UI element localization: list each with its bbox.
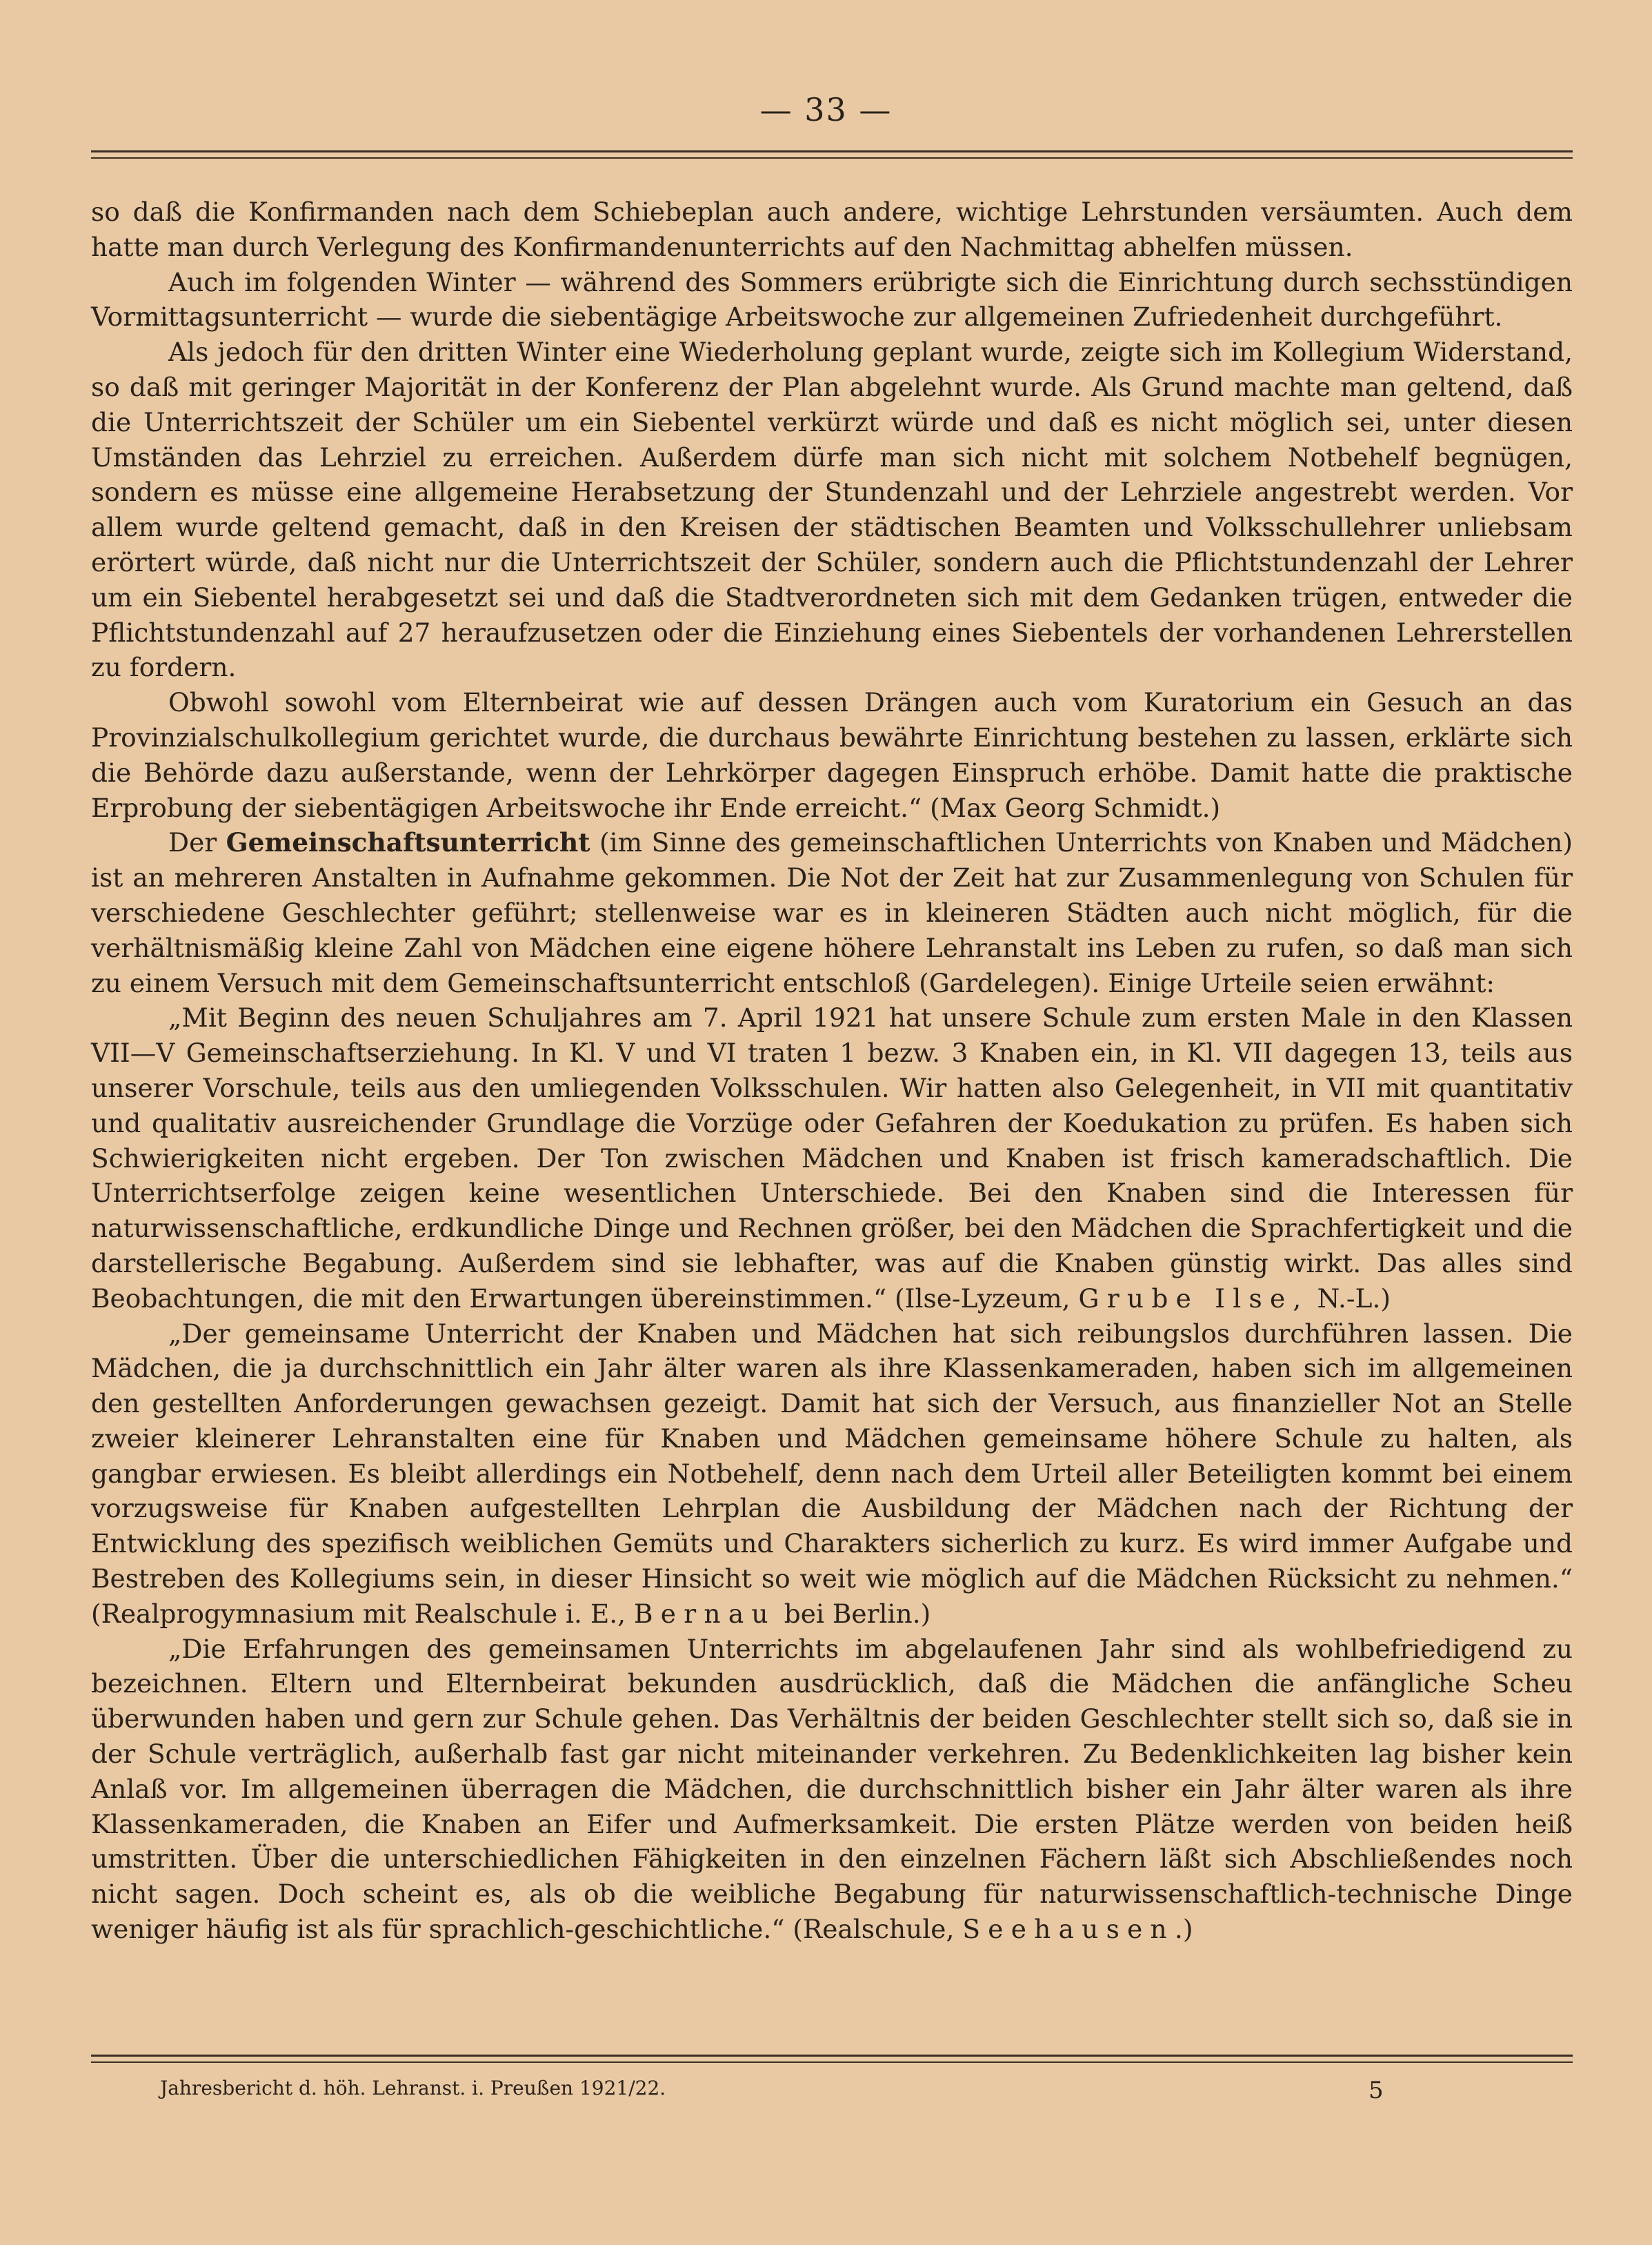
source-tail: N.-L.)	[1317, 1283, 1391, 1314]
quote-text: „Die Erfahrungen des gemeinsamen Unterrichts im abgelaufenen Jahr sind als wohlbefriedigend zu bezeichnen. Eltern und Elternbeirat bekunden ausdrücklich, daß die Mädchen die anfängliche Scheu überwunden haben und gern zur Schule gehen. Das Verhältnis der beiden Geschlechter stellt sich so, daß sie in der Schule verträglich, außerhalb fast gar nicht miteinander verkehren. Zu Bedenklichkeiten lag bisher kein Anlaß vor. Im allgemeinen überragen die Mädchen, die durchschnittlich bisher ein Jahr älter waren als ihre Klassenkameraden, die Knaben an Eifer und Aufmerksamkeit. Die ersten Plätze werden von beiden heiß umstritten. Über die unterschiedlichen Fähigkeiten in den einzelnen Fächern läßt sich Abschließendes noch nicht sagen. Doch scheint es, als ob die weibliche Begabung für naturwissenschaftlich-technische Dinge weniger häufig ist als für sprachlich-geschichtliche.“ (Realschule,	[91, 1633, 1573, 1945]
quote-paragraph	[91, 1000, 1573, 1316]
page-number: — 33 —	[759, 91, 893, 128]
paragraph: Obwohl sowohl vom Elternbeirat wie auf dessen Drängen auch vom Kuratorium ein Gesuch an das Provinzialschulkollegium gerichtet wurde, die durchaus bewährte Einrichtung bestehen zu lassen, erklärte sich die Behörde dazu außerstande, wenn der Lehrkörper dagegen Einspruch erhöbe. Damit hatte die praktische Erprobung der siebentägigen Arbeitswoche ihr Ende erreicht.“ (Max Georg Schmidt.)	[91, 687, 1573, 823]
source-name: Bernau	[634, 1598, 776, 1629]
header-rule-thin	[91, 157, 1573, 159]
quote-text: „Mit Beginn des neuen Schuljahres am 7. April 1921 hat unsere Schule zum ersten Male in den Klassen VII—V Gemeinschaftserziehung. In Kl. V und VI traten 1 bezw. 3 Knaben ein, in Kl. VII dagegen 13, teils aus unserer Vorschule, teils aus den umliegenden Volksschulen. Wir hatten also Gelegenheit, in VII mit quantitativ und qualitativ ausreichender Grundlage die Vorzüge oder Gefahren der Koedukation zu prüfen. Es haben sich Schwierigkeiten nicht ergeben. Der Ton zwischen Mädchen und Knaben ist frisch kameradschaftlich. Die Unterrichtserfolge zeigen keine wesentlichen Unterschiede. Bei den Knaben sind die Interessen für naturwissenschaftliche, erdkundliche Dinge und Rechnen größer, bei den Mädchen die Sprachfertigkeit und die darstellerische Begabung. Außerdem sind sie lebhafter, was auf die Knaben günstig wirkt. Das alles sind Beobachtungen, die mit den Erwartungen übereinstimmen.“ (Ilse-Lyzeum,	[91, 1002, 1573, 1314]
paragraph-rest: (im Sinne des gemeinschaftlichen Unterrichts von Knaben und Mädchen) ist an mehreren Anstalten in Aufnahme gekommen. Die Not der Zeit hat zur Zusammenlegung von Schulen für verschiedene Geschlechter geführt; stellenweise war es in kleineren Städten auch nicht möglich, für die verhältnismäßig kleine Zahl von Mädchen eine eigene höhere Lehranstalt ins Leben zu rufen, so daß man sich zu einem Versuch mit dem Gemeinschaftsunterricht entschloß (Gardelegen). Einige Urteile seien erwähnt:	[91, 827, 1573, 998]
body-text	[91, 195, 1573, 1947]
footer-signature-number: 5	[1369, 2077, 1384, 2104]
paragraph	[91, 825, 1573, 1000]
quote-paragraph	[91, 1316, 1573, 1632]
footer-rule	[91, 2055, 1573, 2057]
bold-term: Gemeinschaftsunterricht	[226, 827, 590, 858]
footer-rule-thin	[91, 2061, 1573, 2063]
footer-citation: Jahresbericht d. höh. Lehranst. i. Preußen 1921/22.	[160, 2077, 666, 2099]
paragraph: Als jedoch für den dritten Winter eine Wiederholung geplant wurde, zeigte sich im Kollegium Widerstand, so daß mit geringer Majorität in der Konferenz der Plan abgelehnt wurde. Als Grund machte man geltend, daß die Unterrichtszeit der Schüler um ein Siebentel verkürzt würde und daß es nicht möglich sei, unter diesen Umständen das Lehrziel zu erreichen. Außerdem dürfe man sich nicht mit solchem Notbehelf begnügen, sondern es müsse eine allgemeine Herabsetzung der Stundenzahl und der Lehrziele angestrebt werden. Vor allem wurde geltend gemacht, daß in den Kreisen der städtischen Beamten und Volksschullehrer unliebsam erörtert würde, daß nicht nur die Unterrichtszeit der Schüler, sondern auch die Pflichtstundenzahl der Lehrer um ein Siebentel herabgesetzt sei und daß die Stadtverordneten sich mit dem Gedanken trügen, entweder die Pflichtstundenzahl auf 27 heraufzusetzen oder die Einziehung eines Siebentels der vorhandenen Lehrerstellen zu fordern.	[91, 337, 1573, 683]
source-name: Seehausen	[962, 1914, 1175, 1945]
quote-text: „Der gemeinsame Unterricht der Knaben und Mädchen hat sich reibungslos durchführen lassen. Die Mädchen, die ja durchschnittlich ein Jahr älter waren als ihre Klassenkameraden, haben sich im allgemeinen den gestellten Anforderungen gewachsen gezeigt. Damit hat sich der Versuch, aus finanzieller Not an Stelle zweier kleinerer Lehranstalten eine für Knaben und Mädchen gemeinsame höhere Schule zu halten, als gangbar erwiesen. Es bleibt allerdings ein Notbehelf, denn nach dem Urteil aller Beteiligten kommt bei einem vorzugsweise für Knaben aufgestellten Lehrplan die Ausbildung der Mädchen nach der Richtung der Entwicklung des spezifisch weiblichen Gemüts und Charakters sicherlich zu kurz. Es wird immer Aufgabe und Bestreben des Kollegiums sein, in dieser Hinsicht so weit wie möglich auf die Mädchen Rücksicht zu nehmen.“ (Realprogymnasium mit Realschule i. E.,	[91, 1318, 1573, 1629]
source-tail: .)	[1174, 1914, 1193, 1945]
source-tail: bei Berlin.)	[784, 1598, 931, 1629]
header-rule	[91, 150, 1573, 152]
paragraph-lead: Der	[168, 827, 217, 858]
paragraph: so daß die Konfirmanden nach dem Schiebeplan auch andere, wichtige Lehrstunden versäumten. Auch dem hatte man durch Verlegung des Konfirmandenunterrichts auf den Nachmittag abhelfen müssen.	[91, 197, 1573, 262]
paragraph: Auch im folgenden Winter — während des Sommers erübrigte sich die Einrichtung durch sechsstündigen Vormittagsunterricht — wurde die siebentägige Arbeitswoche zur allgemeinen Zufriedenheit durchgeführt.	[91, 266, 1573, 333]
source-name: Grube Ilse,	[1078, 1283, 1309, 1314]
quote-paragraph	[91, 1632, 1573, 1947]
